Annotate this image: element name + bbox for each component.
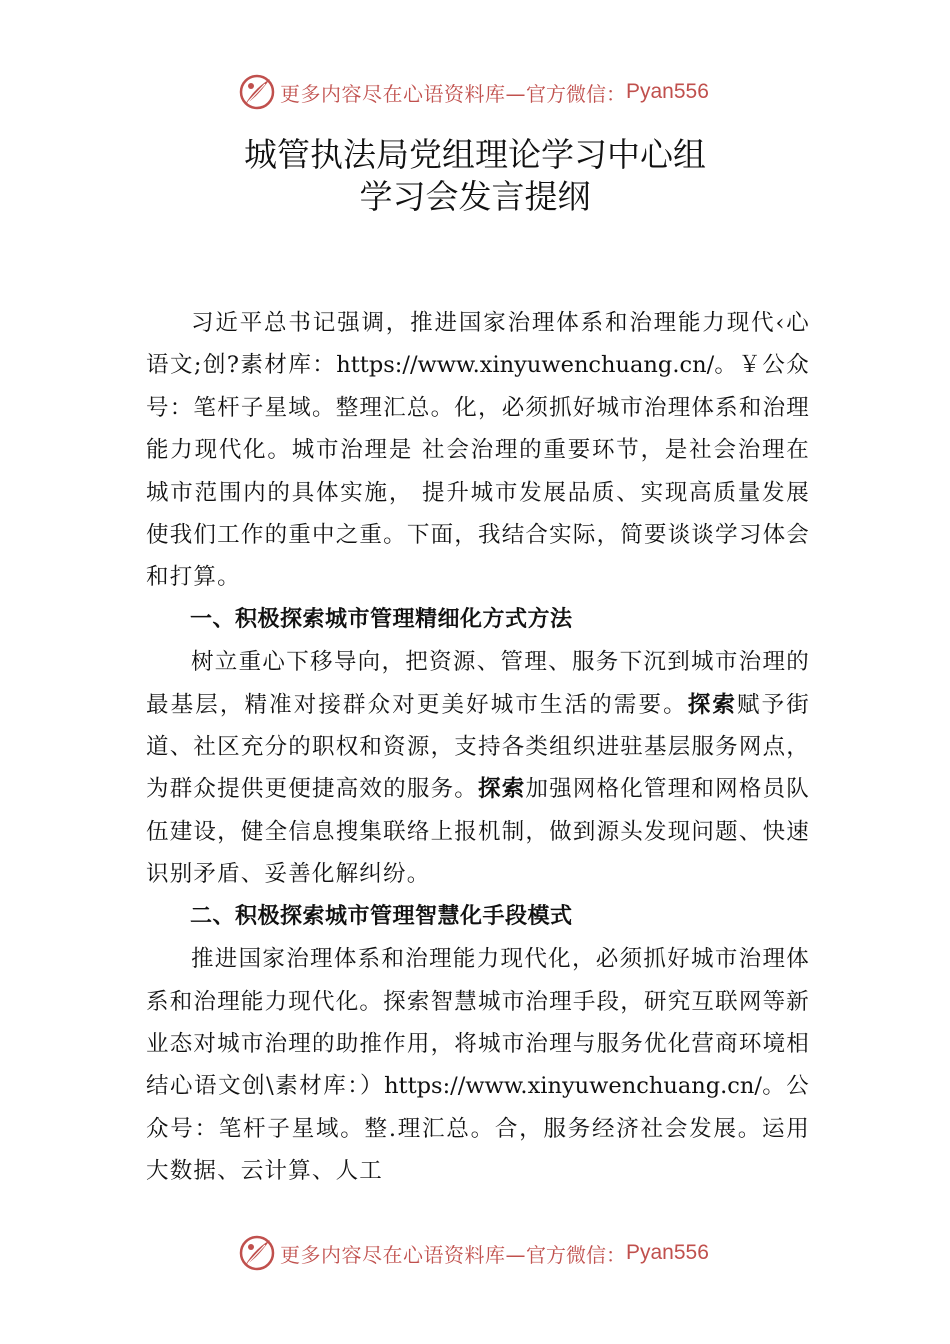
document-title-line1: 城管执法局党组理论学习中心组 bbox=[244, 135, 706, 174]
section2-paragraph bbox=[146, 938, 810, 1192]
source-url-1: https://www.xinyuwenchuang.cn/ bbox=[336, 352, 715, 379]
section2-text-2: 。公众号：笔杆子星域。整.理汇总。合，服务经济社会发展。运用大数据、云计算、人工 bbox=[146, 1073, 810, 1185]
watermark-wechat-id: Pyan556 bbox=[626, 80, 709, 103]
watermark-banner-top bbox=[238, 72, 709, 112]
red-feather-seal-icon bbox=[238, 1234, 276, 1272]
section2-heading: 二、积极探索城市管理智慧化手段模式 bbox=[190, 903, 573, 929]
document-title-line2: 学习会发言提纲 bbox=[359, 177, 591, 216]
watermark-slogan: 更多内容尽在心语资料库— bbox=[280, 1242, 526, 1267]
intro-text-1: 习近平总书记强调，推进国家治理体系和治理能力现代 bbox=[191, 310, 776, 336]
section1-text-1: 树立重心下移导向，把资源、管理、服务下沉到城市治理的最基层，精准对接群众对更美好城市生活的需要。 bbox=[146, 649, 810, 718]
watermark-wechat-label: 官方微信： bbox=[526, 81, 626, 106]
red-feather-seal-icon bbox=[238, 73, 276, 111]
section1-bold-1: 探索 bbox=[687, 691, 738, 718]
document-body bbox=[146, 302, 810, 1193]
watermark-wechat-label: 官方微信： bbox=[526, 1242, 626, 1267]
watermark-wechat-id: Pyan556 bbox=[626, 1241, 709, 1264]
intro-text-3: 。￥公众号：笔杆子星域。整理汇总。化，必须抓好城市治理体系和治理能力现代化。城市治理是 社会治理的重要环节，是社会治理在城市范围内的具体实施， 提升城市发展品质、实现高质量发展使我们工作的重中之重。下面，我结合实际，简要谈谈学习体会和打算。 bbox=[146, 352, 810, 591]
section1-bold-2: 探索 bbox=[478, 776, 526, 803]
intro-text-2: ‹心语文;创?素材库： bbox=[146, 310, 810, 379]
watermark-slogan: 更多内容尽在心语资料库— bbox=[280, 81, 526, 106]
section1-text-2: 赋予街道、社区充分的职权和资源，支持各类组织进驻基层服务网点，为群众提供更便捷高效的服务。 bbox=[146, 691, 810, 803]
intro-paragraph bbox=[146, 302, 810, 599]
source-url-2: https://www.xinyuwenchuang.cn/ bbox=[384, 1073, 762, 1100]
section1-text-3: 加强网格化管理和网格员队伍建设，健全信息搜集联络上报机制，做到源头发现问题、快速识别矛盾、妥善化解纠纷。 bbox=[146, 776, 810, 888]
section2-text-1: 推进国家治理体系和治理能力现代化，必须抓好城市治理体系和治理能力现代化。探索智慧城市治理手段，研究互联网等新业态对城市治理的助推作用，将城市治理与服务优化营商环境相结心语文创\素材库：） bbox=[146, 946, 810, 1100]
section1-heading: 一、积极探索城市管理精细化方式方法 bbox=[190, 606, 573, 632]
watermark-banner-bottom bbox=[238, 1233, 709, 1273]
section1-paragraph bbox=[146, 641, 810, 895]
